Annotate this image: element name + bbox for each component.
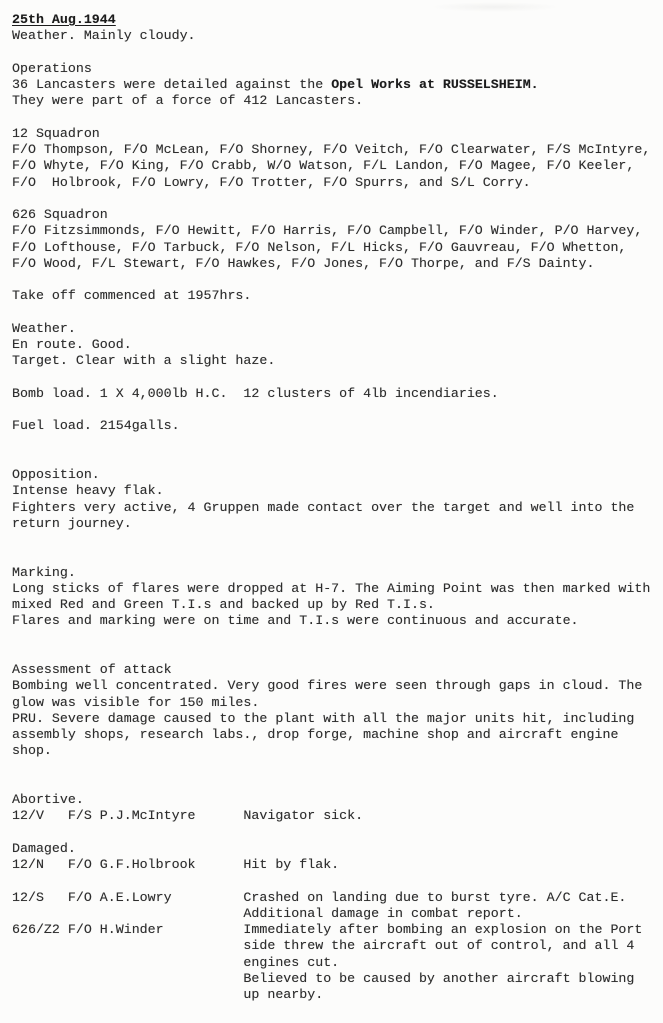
blank-line xyxy=(12,646,663,662)
squadron-12-crew-line xyxy=(12,158,663,174)
text-run: En route. Good. xyxy=(12,337,132,352)
blank-line xyxy=(12,760,663,776)
scan-smudge xyxy=(430,2,560,12)
operations-heading xyxy=(12,61,663,77)
abortive-heading xyxy=(12,792,663,808)
text-run: Marking. xyxy=(12,564,76,580)
assessment-line xyxy=(12,727,663,743)
text-run: Weather. xyxy=(12,320,76,336)
blank-line xyxy=(12,532,663,548)
text-run: F/O Wood, F/L Stewart, F/O Hawkes, F/O Jones, F/O Thorpe, and F/S Dainty. xyxy=(12,255,595,271)
blank-line xyxy=(12,548,663,564)
text-run: 36 Lancasters were detailed against the xyxy=(12,77,332,92)
text-run: Opposition. xyxy=(12,467,100,482)
assessment-line xyxy=(12,743,663,759)
marking-line xyxy=(12,613,663,629)
text-run: Additional damage in combat report. xyxy=(12,905,523,921)
text-run: Weather. Mainly cloudy. xyxy=(12,28,196,44)
squadron-626-crew-line xyxy=(12,256,663,272)
operations-detail xyxy=(12,77,663,93)
damaged-row xyxy=(12,890,663,906)
text-run: Assessment of attack xyxy=(12,662,172,677)
text-run: F/O Fitzsimmonds, F/O Hewitt, F/O Harris, F/O Campbell, F/O Winder, P/O Harvey, xyxy=(12,223,643,239)
text-run: Long sticks of flares were dropped at H-7. The Aiming Point was then marked with xyxy=(12,580,651,596)
document-lines xyxy=(12,12,663,1003)
assessment-line xyxy=(12,711,663,727)
text-run: PRU. Severe damage caused to the plant with all the major units hit, including xyxy=(12,710,635,726)
blank-line xyxy=(12,272,663,288)
text-run: Believed to be caused by another aircraft blowing xyxy=(12,970,635,986)
weather-heading xyxy=(12,321,663,337)
damaged-heading xyxy=(12,841,663,857)
squadron-12-crew-line xyxy=(12,142,663,158)
text-run: 12/N F/O G.F.Holbrook Hit by flak. xyxy=(12,857,340,872)
text-run: glow was visible for 150 miles. xyxy=(12,694,260,710)
squadron-626-crew-line xyxy=(12,240,663,256)
text-run: up nearby. xyxy=(12,987,324,1002)
text-run: 626/Z2 F/O H.Winder Immediately after bombing an explosion on the Port xyxy=(12,922,643,937)
text-run: 12/V F/S P.J.McIntyre Navigator sick. xyxy=(12,808,364,824)
text-run: F/O Whyte, F/O King, F/O Crabb, W/O Watson, F/L Landon, F/O Magee, F/O Keeler, xyxy=(12,158,635,174)
text-run: F/O Thompson, F/O McLean, F/O Shorney, F/O Veitch, F/O Clearwater, F/S McIntyre, xyxy=(12,142,651,157)
date-heading xyxy=(12,12,663,28)
bomb-load-line xyxy=(12,386,663,402)
blank-line xyxy=(12,825,663,841)
blank-line xyxy=(12,370,663,386)
text-run: mixed Red and Green T.I.s and backed up by Red T.I.s. xyxy=(12,597,435,612)
blank-line xyxy=(12,776,663,792)
text-run: Operations xyxy=(12,60,92,76)
operations-force xyxy=(12,93,663,109)
text-run: Bomb load. 1 X 4,000lb H.C. 12 clusters of 4lb incendiaries. xyxy=(12,385,499,401)
damaged-row xyxy=(12,922,663,938)
text-run: 12 Squadron xyxy=(12,125,100,141)
assessment-line xyxy=(12,678,663,694)
squadron-12-crew-line xyxy=(12,175,663,191)
text-run: shop. xyxy=(12,743,52,759)
marking-heading xyxy=(12,565,663,581)
text-run: Intense heavy flak. xyxy=(12,483,164,499)
text-run: engines cut. xyxy=(12,954,340,970)
text-run: side threw the aircraft out of control, and all 4 xyxy=(12,938,635,954)
blank-line xyxy=(12,435,663,451)
opposition-line xyxy=(12,500,663,516)
blank-line xyxy=(12,45,663,61)
text-run: assembly shops, research labs., drop forge, machine shop and aircraft engine xyxy=(12,727,619,742)
squadron-12-heading xyxy=(12,126,663,142)
damaged-row-continuation xyxy=(12,938,663,954)
fuel-load-line xyxy=(12,418,663,434)
weather-target xyxy=(12,353,663,369)
assessment-line xyxy=(12,695,663,711)
damaged-row-continuation xyxy=(12,955,663,971)
text-run: F/O Holbrook, F/O Lowry, F/O Trotter, F/O Spurrs, and S/L Corry. xyxy=(12,174,531,190)
text-run: Bombing well concentrated. Very good fires were seen through gaps in cloud. The xyxy=(12,678,643,694)
blank-line xyxy=(12,402,663,418)
text-run: 12/S F/O A.E.Lowry Crashed on landing due to burst tyre. A/C Cat.E. xyxy=(12,889,627,905)
text-run: Target. Clear with a slight haze. xyxy=(12,353,276,369)
assessment-heading xyxy=(12,662,663,678)
blank-line xyxy=(12,630,663,646)
opposition-line xyxy=(12,516,663,532)
damaged-row-continuation xyxy=(12,987,663,1003)
weather-enroute xyxy=(12,337,663,353)
text-run: Abortive. xyxy=(12,792,84,807)
squadron-626-crew-line xyxy=(12,223,663,239)
blank-line xyxy=(12,305,663,321)
text-run: They were part of a force of 412 Lancasters. xyxy=(12,93,364,109)
marking-line xyxy=(12,597,663,613)
opposition-line xyxy=(12,483,663,499)
text-run: Flares and marking were on time and T.I.s were continuous and accurate. xyxy=(12,613,579,629)
weather-summary xyxy=(12,28,663,44)
text-run: Damaged. xyxy=(12,840,76,856)
emphasized-text-run: 25th Aug.1944 xyxy=(12,12,116,27)
damaged-row xyxy=(12,857,663,873)
abortive-row xyxy=(12,808,663,824)
text-run: F/O Lofthouse, F/O Tarbuck, F/O Nelson, F/L Hicks, F/O Gauvreau, F/O Whetton, xyxy=(12,239,627,255)
emphasized-text-run: Opel Works at RUSSELSHEIM. xyxy=(331,77,539,92)
opposition-heading xyxy=(12,467,663,483)
damaged-row-continuation xyxy=(12,906,663,922)
text-run: Take off commenced at 1957hrs. xyxy=(12,288,252,304)
takeoff-line xyxy=(12,288,663,304)
blank-line xyxy=(12,110,663,126)
marking-line xyxy=(12,581,663,597)
squadron-626-heading xyxy=(12,207,663,223)
text-run: Fighters very active, 4 Gruppen made contact over the target and well into the xyxy=(12,499,635,515)
blank-line xyxy=(12,873,663,889)
blank-line xyxy=(12,191,663,207)
text-run: Fuel load. 2154galls. xyxy=(12,418,180,434)
blank-line xyxy=(12,451,663,467)
text-run: 626 Squadron xyxy=(12,207,108,222)
damaged-row-continuation xyxy=(12,971,663,987)
text-run: return journey. xyxy=(12,515,132,531)
